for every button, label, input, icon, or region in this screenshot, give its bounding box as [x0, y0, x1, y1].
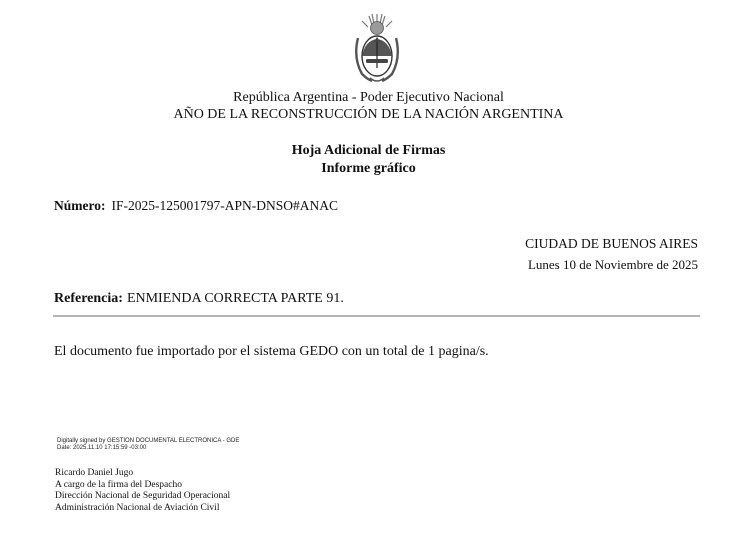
coat-of-arms-icon: [352, 12, 402, 86]
header-line-2: AÑO DE LA RECONSTRUCCIÓN DE LA NACIÓN ARGENTINA: [173, 107, 564, 122]
signer-name: Ricardo Daniel Jugo: [55, 468, 134, 478]
document-number: [54, 198, 338, 214]
header-line-1: República Argentina - Poder Ejecutivo Nacional: [233, 90, 504, 105]
divider: [53, 315, 700, 317]
digital-signature-stamp: [57, 438, 239, 452]
body-text: El documento fue importado por el sistema GEDO con un total de 1 pagina/s.: [54, 344, 489, 359]
signature-signed-by: Digitally signed by GESTION DOCUMENTAL ELECTRONICA - GDE: [57, 438, 240, 444]
document-number-value: IF-2025-125001797-APN-DNSO#ANAC: [111, 198, 339, 213]
place: CIUDAD DE BUENOS AIRES: [525, 236, 698, 251]
signature-date: Date: 2025.11.10 17:15:59 -03:00: [57, 445, 147, 451]
date: Lunes 10 de Noviembre de 2025: [527, 257, 698, 272]
signer-agency: Administración Nacional de Aviación Civil: [55, 502, 220, 513]
reference-value: ENMIENDA CORRECTA PARTE 91.: [126, 291, 344, 306]
signer-block: [55, 468, 230, 514]
document-subtitle: Informe gráfico: [321, 161, 416, 176]
reference: [54, 291, 344, 307]
document-title: Hoja Adicional de Firmas: [291, 143, 446, 158]
document-number-label: Número:: [54, 198, 106, 213]
signer-role: A cargo de la firma del Despacho: [55, 479, 182, 490]
reference-label: Referencia:: [54, 291, 123, 306]
signer-direction: Dirección Nacional de Seguridad Operacional: [55, 491, 231, 501]
